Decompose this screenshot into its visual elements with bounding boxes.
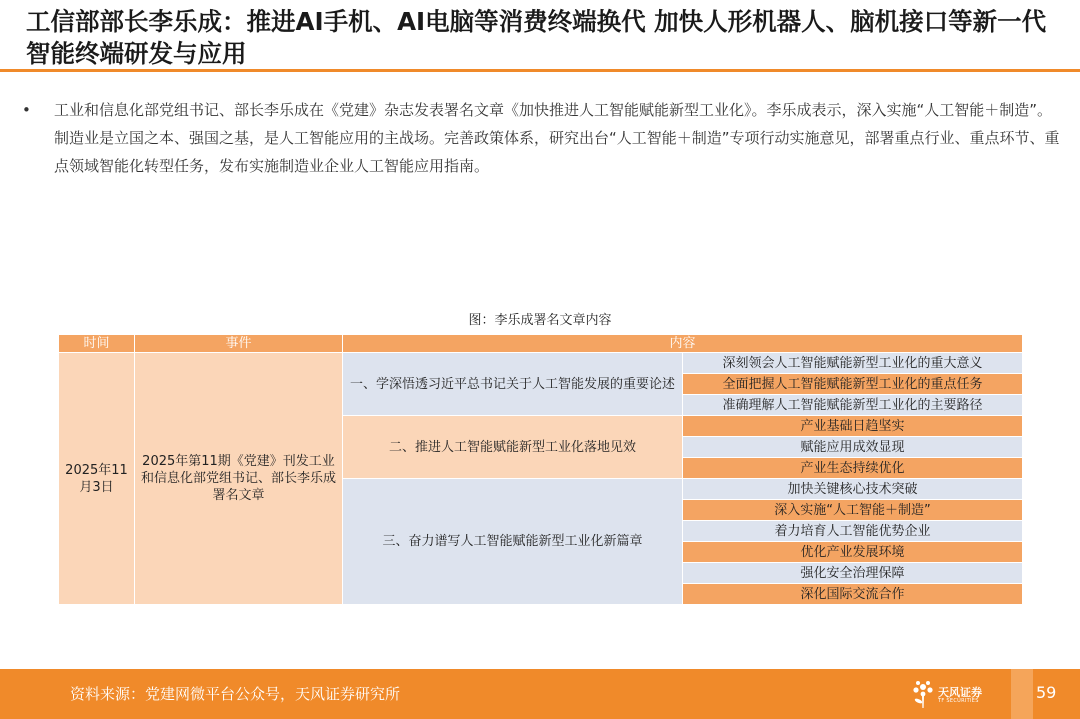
footer-bar <box>0 669 1080 719</box>
content-item: 全面把握人工智能赋能新型工业化的重点任务 <box>683 374 1023 395</box>
content-item: 深刻领会人工智能赋能新型工业化的重大意义 <box>683 353 1023 374</box>
page-tab <box>1011 669 1033 719</box>
content-item: 准确理解人工智能赋能新型工业化的主要路径 <box>683 395 1023 416</box>
bullet-text: 工业和信息化部党组书记、部长李乐成在《党建》杂志发表署名文章《加快推进人工智能赋能新型工业化》。李乐成表示，深入实施“人工智能＋制造”。制造业是立国之本、强国之基，是人工智能应用的主战场。完善政策体系，研究出台“人工智能＋制造”专项行动实施意见，部署重点行业、重点环节、重点领域智能化转型任务，发布实施制造业企业人工智能应用指南。 <box>54 101 1060 175</box>
figure-caption: 图：李乐成署名文章内容 <box>468 313 612 328</box>
content-item: 强化安全治理保障 <box>683 563 1023 584</box>
article-content-table <box>58 334 1023 605</box>
table-header-row <box>59 335 1023 353</box>
content-item: 加快关键核心技术突破 <box>683 479 1023 500</box>
content-item: 产业基础日趋坚实 <box>683 416 1023 437</box>
time-cell: 2025年11月3日 <box>59 353 135 605</box>
tf-securities-logo <box>910 679 1000 711</box>
header-time: 时间 <box>59 335 135 353</box>
content-item: 着力培育人工智能优势企业 <box>683 521 1023 542</box>
section-title-3: 三、奋力谱写人工智能赋能新型工业化新篇章 <box>343 479 683 605</box>
event-cell: 2025年第11期《党建》刊发工业和信息化部党组书记、部长李乐成署名文章 <box>135 353 343 605</box>
source-note: 资料来源：党建网微平台公众号，天风证券研究所 <box>70 685 401 703</box>
bullet-paragraph <box>22 96 1062 180</box>
logo-name: 天风证券 <box>938 686 982 699</box>
content-item: 优化产业发展环境 <box>683 542 1023 563</box>
content-item: 产业生态持续优化 <box>683 458 1023 479</box>
table-row <box>59 353 1023 374</box>
page-title: 工信部部长李乐成：推进AI手机、AI电脑等消费终端换代 加快人形机器人、脑机接口等新一代智能终端研发与应用 <box>26 7 1047 68</box>
header-event: 事件 <box>135 335 343 353</box>
section-title-1: 一、学深悟透习近平总书记关于人工智能发展的重要论述 <box>343 353 683 416</box>
content-item: 赋能应用成效显现 <box>683 437 1023 458</box>
content-item: 深入实施“人工智能＋制造” <box>683 500 1023 521</box>
section-title-2: 二、推进人工智能赋能新型工业化落地见效 <box>343 416 683 479</box>
logo-en: TF SECURITIES <box>938 698 979 704</box>
page-number: 59 <box>1036 683 1057 702</box>
header-content: 内容 <box>343 335 1023 353</box>
sunflower-icon <box>910 679 936 709</box>
bullet-marker: • <box>22 101 31 119</box>
title-divider <box>0 69 1080 72</box>
content-item: 深化国际交流合作 <box>683 584 1023 605</box>
